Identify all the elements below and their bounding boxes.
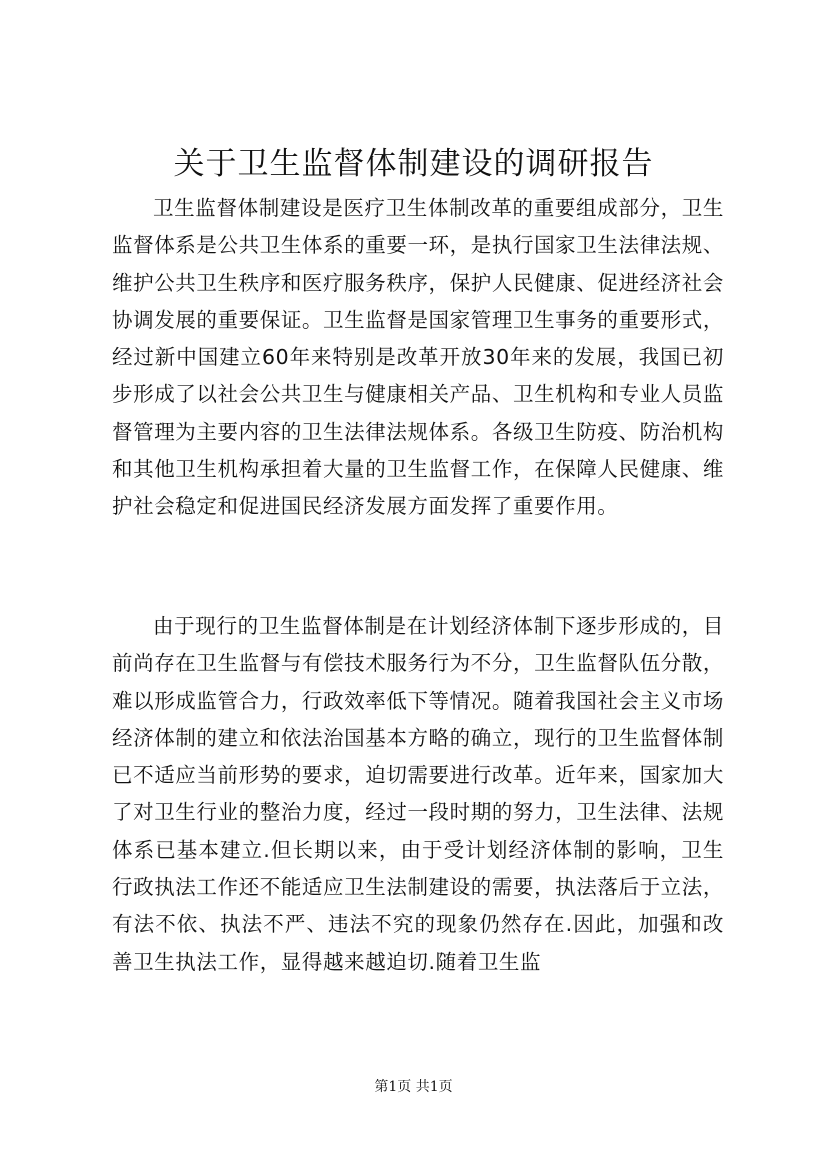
body-paragraph-1: 卫生监督体制建设是医疗卫生体制改革的重要组成部分，卫生监督体系是公共卫生体系的重要一环，是执行国家卫生法律法规、维护公共卫生秩序和医疗服务秩序，保护人民健康、促进经济社会协调发展的重要保证。卫生监督是国家管理卫生事务的重要形式，经过新中国建立60年来特别是改革开放30年来的发展，我国已初步形成了以社会公共卫生与健康相关产品、卫生机构和专业人员监督管理为主要内容的卫生法律法规体系。各级卫生防疫、防治机构和其他卫生机构承担着大量的卫生监督工作，在保障人民健康、维护社会稳定和促进国民经济发展方面发挥了重要作用。 — [112, 196, 724, 519]
page-footer: 第1页 共1页 — [374, 1079, 453, 1095]
body-paragraph-2: 由于现行的卫生监督体制是在计划经济体制下逐步形成的，目前尚存在卫生监督与有偿技术服务行为不分，卫生监督队伍分散，难以形成监管合力，行政效率低下等情况。随着我国社会主义市场经济体制的建立和依法治国基本方略的确立，现行的卫生监督体制已不适应当前形势的要求，迫切需要进行改革。近年来，国家加大了对卫生行业的整治力度，经过一段时期的努力，卫生法律、法规体系已基本建立.但长期以来，由于受计划经济体制的影响，卫生行政执法工作还不能适应卫生法制建设的需要，执法落后于立法，有法不依、执法不严、违法不究的现象仍然存在.因此，加强和改善卫生执法工作，显得越来越迫切.随着卫生监 — [112, 614, 724, 974]
document-title: 关于卫生监督体制建设的调研报告 — [173, 146, 654, 182]
